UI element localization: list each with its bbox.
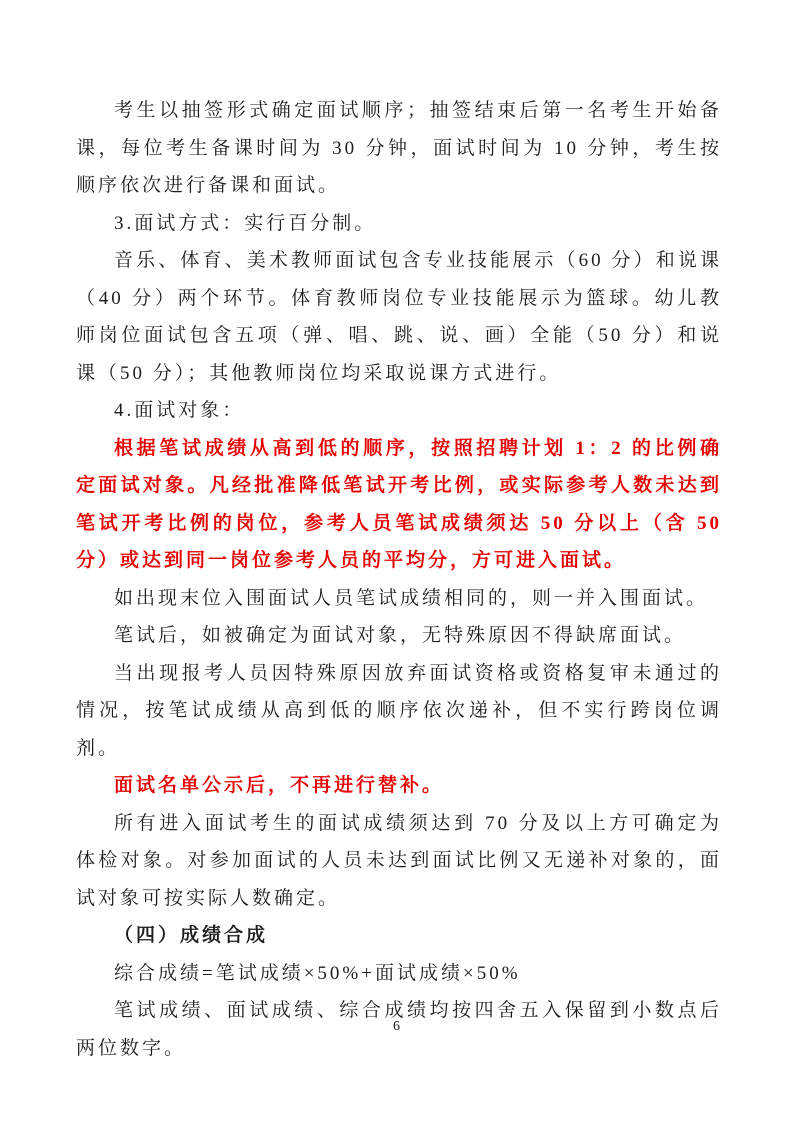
page-number: 6 <box>393 1019 400 1034</box>
paragraph-interview-method: 3.面试方式：实行百分制。 <box>114 212 377 234</box>
paragraph-no-substitution-highlight: 面试名单公示后，不再进行替补。 <box>114 775 445 796</box>
paragraph-interview-targets-label: 4.面试对象： <box>114 400 245 421</box>
paragraph-tie-rule: 如出现末位入围面试人员笔试成绩相同的，则一并入围面试。 <box>114 587 709 609</box>
heading-score-composition: （四）成绩合成 <box>114 925 269 946</box>
paragraph-pass-score-rule: 所有进入面试考生的面试成绩须达到 70 分及以上方可确定为体检对象。对参加面试的人员未达到面试比例又无递补对象的，面试对象可按实际人数确定。 <box>76 812 722 909</box>
paragraph-rounding-rule: 笔试成绩、面试成绩、综合成绩均按四舍五入保留到小数点后两位数字。 <box>76 1000 722 1059</box>
paragraph-interview-ratio-highlight: 根据笔试成绩从高到低的顺序，按照招聘计划 1：2 的比例确定面试对象。凡经批准降低笔试开考比例，或实际参考人数未达到笔试开考比例的岗位，参考人员笔试成绩须达 50 分以上（含 50 分）或达到同一岗位参考人员的平均分，方可进入面试。 <box>76 437 722 571</box>
paragraph-replacement-rule: 当出现报考人员因特殊原因放弃面试资格或资格复审未通过的情况，按笔试成绩从高到低的顺序依次递补，但不实行跨岗位调剂。 <box>76 662 722 759</box>
paragraph-score-formula: 综合成绩=笔试成绩×50%+面试成绩×50% <box>114 962 521 984</box>
paragraph-no-absence-rule: 笔试后，如被确定为面试对象，无特殊原因不得缺席面试。 <box>114 625 687 646</box>
paragraph-interview-content: 音乐、体育、美术教师面试包含专业技能展示（60 分）和说课（40 分）两个环节。体育教师岗位专业技能展示为篮球。幼儿教师岗位面试包含五项（弹、唱、跳、说、画）全能（50 分）和说课（50 分）；其他教师岗位均采取说课方式进行。 <box>76 250 722 384</box>
paragraph-interview-order: 考生以抽签形式确定面试顺序；抽签结束后第一名考生开始备课，每位考生备课时间为 30 分钟，面试时间为 10 分钟，考生按顺序依次进行备课和面试。 <box>76 100 722 196</box>
document-body <box>76 92 722 1067</box>
